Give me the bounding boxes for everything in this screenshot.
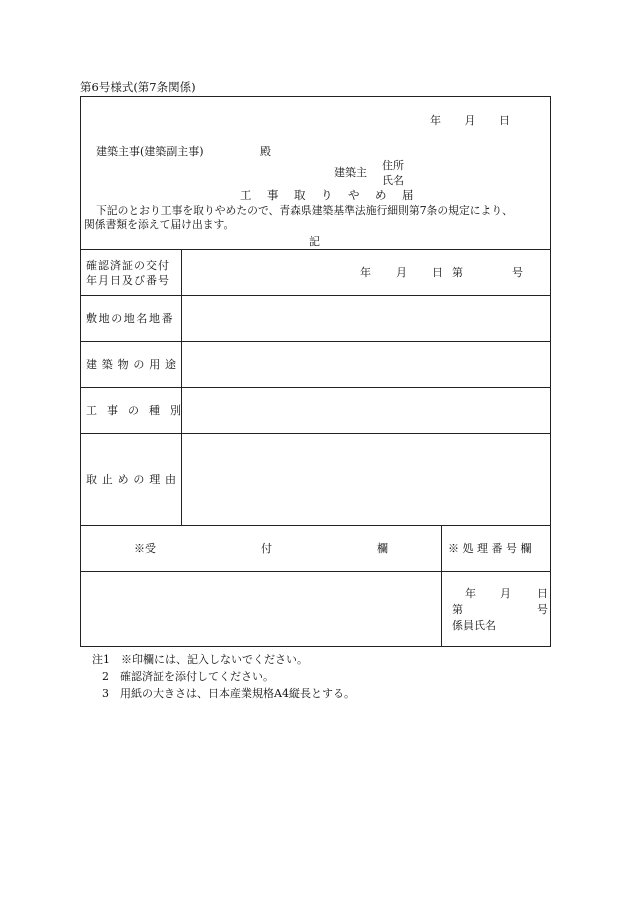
rule-row-5 — [80, 525, 551, 526]
submission-date — [430, 115, 510, 126]
confirmation-dai: 第 — [452, 266, 463, 279]
processing-dai: 第 — [452, 603, 463, 616]
date-month: 月 — [464, 114, 476, 127]
rule-label-column — [181, 249, 182, 526]
reception-header-part-2: 付 — [261, 542, 272, 555]
form-number-title: 第6号様式(第7条関係) — [80, 80, 196, 94]
body-text-line-1: 下記のとおり工事を取りやめたので、青森県建築基準法施行細則第7条の規定により、 — [96, 204, 513, 217]
confirmation-gou: 号 — [512, 266, 523, 279]
applicant-label: 建築主 — [334, 166, 367, 179]
document-title: 工事取りやめ届 — [240, 188, 429, 202]
reception-header-part-1: ※受 — [134, 542, 156, 555]
addressee-suffix: 殿 — [260, 145, 271, 158]
form-frame — [80, 96, 551, 647]
work-type-label: 工事の種別 — [86, 404, 191, 417]
use-label: 建築物の用途 — [86, 358, 181, 371]
processing-day: 日 — [537, 587, 548, 600]
rule-processing-column — [441, 525, 442, 647]
body-text-line-2: 関係書類を添えて届け出ます。 — [84, 218, 235, 231]
note-1: 注1 ※印欄には、記入しないでください。 — [92, 653, 308, 666]
confirmation-label-line-1: 確認済証の交付 — [86, 259, 170, 272]
rule-header-bottom — [80, 249, 551, 250]
date-year: 年 — [430, 114, 441, 127]
processing-year: 年 — [465, 587, 476, 600]
addressee-label: 建築主事(建築副主事) — [96, 145, 204, 158]
site-label: 敷地の地名地番 — [86, 312, 175, 325]
reception-header-part-3: 欄 — [377, 542, 388, 555]
rule-row-6 — [80, 571, 551, 572]
date-day: 日 — [499, 114, 510, 127]
rule-row-4 — [80, 433, 551, 434]
rule-row-1 — [80, 295, 551, 296]
rule-row-3 — [80, 387, 551, 388]
processing-gou: 号 — [537, 603, 548, 616]
applicant-name-label: 氏名 — [382, 174, 404, 187]
confirmation-day: 日 — [432, 266, 443, 279]
confirmation-year: 年 — [360, 266, 371, 279]
ki-heading: 記 — [309, 235, 320, 248]
note-2: 2 確認済証を添付してください。 — [102, 670, 274, 683]
confirmation-label-line-2: 年月日及び番号 — [86, 274, 170, 287]
reason-label: 取止めの理由 — [86, 473, 181, 486]
applicant-address-label: 住所 — [382, 159, 404, 172]
rule-row-2 — [80, 341, 551, 342]
processing-header: ※処理番号欄 — [448, 542, 535, 555]
processing-month: 月 — [500, 587, 511, 600]
confirmation-month: 月 — [396, 266, 407, 279]
note-3: 3 用紙の大きさは、日本産業規格A4縦長とする。 — [102, 687, 355, 700]
processing-officer-name: 係員氏名 — [452, 619, 496, 632]
